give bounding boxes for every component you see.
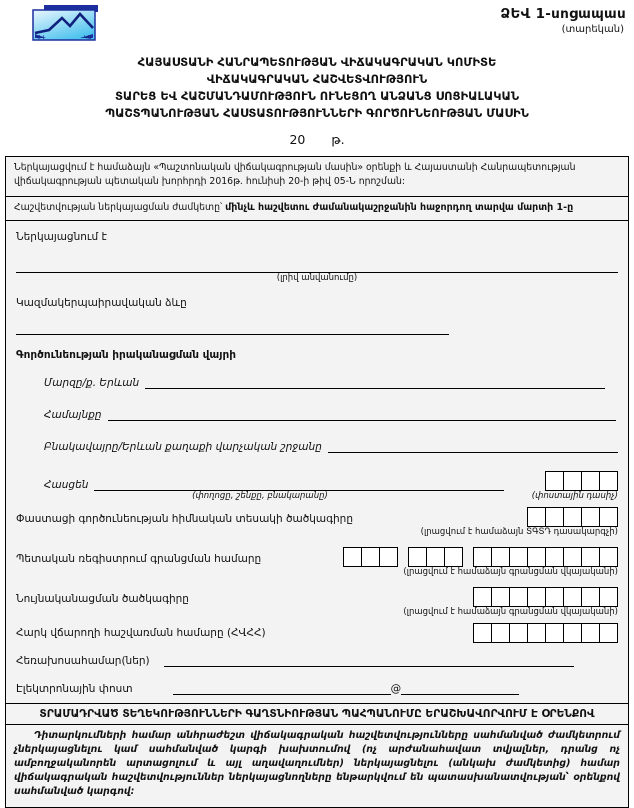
address-hint: (փողոցը, շենքը, բնակարանը) [192, 490, 328, 501]
register-number-row [16, 547, 618, 577]
armstat-logo-icon [32, 4, 100, 44]
entry-cell[interactable] [581, 507, 600, 527]
entry-cell[interactable] [581, 547, 600, 567]
activity-code-cells[interactable] [421, 507, 618, 527]
year-prefix: 20 [289, 132, 306, 147]
entry-cell[interactable] [527, 507, 546, 527]
email-domain-input[interactable] [401, 681, 519, 695]
entry-cell[interactable] [545, 623, 564, 643]
phone-input[interactable] [164, 653, 574, 667]
address-label: Հասցեն [44, 478, 89, 491]
register-number-hint: (լրացվում է համաձայն գրանցման վկայականի) [403, 566, 618, 577]
settlement-input[interactable] [328, 439, 618, 453]
entry-cell[interactable] [599, 507, 618, 527]
entry-cell[interactable] [563, 623, 582, 643]
entry-cell[interactable] [491, 623, 510, 643]
entry-cell[interactable] [563, 547, 582, 567]
entry-cell[interactable] [599, 623, 618, 643]
form-body-frame [5, 156, 629, 808]
email-at-sign: @ [390, 682, 402, 695]
entry-cell[interactable] [473, 623, 492, 643]
svg-text:ԿԱ: ԿԱ [84, 35, 92, 41]
register-cells-group-1[interactable] [343, 547, 398, 567]
legal-form-input[interactable] [16, 321, 449, 335]
activity-code-hint: (լրացվում է համաձայն ՏԳՏԴ դասակարգչի) [420, 526, 618, 537]
id-code-cells[interactable] [403, 587, 618, 607]
entry-cell[interactable] [509, 547, 528, 567]
address-field [44, 477, 504, 491]
presented-by-hint: (լրիվ անվանումը) [276, 272, 358, 283]
deadline-date: մինչև հաշվետու ժամանակաշրջանին հաջորդող տարվա մարտի 1-ը [225, 201, 574, 213]
entry-cell[interactable] [444, 547, 463, 567]
entry-cell[interactable] [527, 587, 546, 607]
legal-form-label: Կազմակերպաիրավական ձևը [16, 296, 187, 309]
report-year-line [0, 132, 634, 147]
confidentiality-banner: ՏՐԱՄԱԴՐՎԱԾ ՏԵՂԵԿՈՒԹՅՈՒՆՆԵՐԻ ԳԱՂՏՆԻՈՒԹՅԱՆ ՊԱՀՊԱՆՈՒՄԸ ԵՐԱՇԽԱՎՈՐՎՈՒՄ Է ՕՐԵՆՔՈՎ [6, 703, 628, 724]
id-code-hint: (լրացվում է համաձայն գրանցման վկայականի) [403, 606, 618, 617]
svg-text:ՀՎ: ՀՎ [37, 35, 45, 41]
settlement-field [44, 439, 618, 453]
community-field [44, 407, 618, 421]
email-local-input[interactable] [173, 681, 391, 695]
entry-cell[interactable] [361, 547, 380, 567]
entry-cell[interactable] [408, 547, 427, 567]
entry-cell[interactable] [527, 623, 546, 643]
community-label: Համայնքը [44, 408, 102, 421]
activity-location-label: Գործունեության իրականացման վայրի [16, 348, 236, 361]
entry-cell[interactable] [581, 587, 600, 607]
year-suffix: թ. [331, 132, 345, 147]
activity-code-row [16, 507, 618, 537]
requisites-section [6, 220, 628, 703]
address-row [16, 463, 618, 501]
tin-cells[interactable] [473, 623, 618, 643]
settlement-label: Բնակավայրը/Երևան քաղաքի վարչական շրջանը [44, 440, 322, 453]
title-report: ՎԻՃԱԿԱԳՐԱԿԱՆ ՀԱՇՎԵՏՎՈՒԹՅՈՒՆ [206, 72, 428, 86]
entry-cell[interactable] [581, 471, 600, 491]
entry-cell[interactable] [563, 471, 582, 491]
address-input[interactable] [94, 477, 504, 491]
postal-code-cells[interactable] [518, 471, 618, 491]
activity-code-label: Փաստացի գործունեության հիմնական տեսակի ծածկագիրը [16, 512, 353, 525]
form-title [0, 54, 634, 122]
tin-label: Հարկ վճարողի հաշվառման համարը (ՀՎՀՀ) [16, 626, 266, 639]
title-subject-2: ՊԱՇՏՊԱՆՈՒԹՅԱՆ ՀԱՍՏԱՏՈՒԹՅՈՒՆՆԵՐԻ ԳՈՐԾՈՒՆԵՈՒԹՅԱՆ ՄԱՍԻՆ [105, 106, 529, 120]
entry-cell[interactable] [545, 507, 564, 527]
entry-cell[interactable] [509, 587, 528, 607]
entry-cell[interactable] [473, 547, 492, 567]
entry-cell[interactable] [509, 623, 528, 643]
email-label: Էլեկտրոնային փոստ [16, 682, 133, 695]
entry-cell[interactable] [599, 471, 618, 491]
entry-cell[interactable] [343, 547, 362, 567]
presented-by-label: Ներկայացնում է [16, 230, 107, 243]
form-header [0, 0, 634, 48]
entry-cell[interactable] [527, 547, 546, 567]
register-cells-group-3[interactable] [473, 547, 618, 567]
region-input[interactable] [145, 375, 605, 389]
entry-cell[interactable] [599, 547, 618, 567]
form-code-block [500, 6, 626, 35]
liability-text: Դիտարկումների համար անհրաժեշտ վիճակագրական հաշվետվությունները սահմանված ժամկետրում չներկայացնելու կամ սահմանված կարգի խախտումով (ոչ արժանահավատ տվյալներ, դրանց ոչ ամբողջականորեն արտացոլում և այլ աղավաղումներ) ներկայացնելու (անկախ ժամկետից) համար վիճակագրական հաշվետվություններ ներկայացնողները ենթարկվում են պատասխանատվության՝ օրենքով սահմանված կարգով: [14, 729, 620, 798]
entry-cell[interactable] [545, 547, 564, 567]
postal-code-hint: (փոստային դասիչ) [531, 490, 618, 501]
register-cells-group-2[interactable] [408, 547, 463, 567]
form-code: ՁԵՎ 1-սոցապաս [500, 6, 626, 22]
phone-label: Հեռախոսահամար(ներ) [16, 654, 150, 667]
form-periodicity: (տարեկան) [561, 24, 624, 35]
title-committee: ՀԱՅԱՍՏԱՆԻ ՀԱՆՐԱՊԵՏՈՒԹՅԱՆ ՎԻՃԱԿԱԳՐԱԿԱՆ ԿՈՄԻՏԵ [137, 55, 497, 69]
entry-cell[interactable] [581, 623, 600, 643]
entry-cell[interactable] [563, 587, 582, 607]
entry-cell[interactable] [491, 547, 510, 567]
entry-cell[interactable] [563, 507, 582, 527]
register-number-label: Պետական ռեգիստրում գրանցման համարը [16, 552, 262, 565]
id-code-label: Նույնականացման ծածկագիրը [16, 592, 189, 605]
register-number-cells[interactable] [343, 547, 618, 567]
email-field [16, 681, 618, 695]
deadline-note [6, 196, 628, 220]
title-subject-1: ՏԱՐԵՑ ԵՎ ՀԱՇՄԱՆԴԱՄՈՒԹՅՈՒՆ ՈՒՆԵՑՈՂ ԱՆՁԱՆՑ ՍՈՑԻԱԼԱԿԱՆ [114, 89, 520, 103]
phone-field [16, 653, 618, 667]
legal-basis-note: Ներկայացվում է համաձայն «Պաշտոնական վիճակագրության մասին» օրենքի և Հայաստանի Հանրապետության վիճակագրության պետական խորհրդի 2016թ. հունիսի 20-ի թիվ 05-Ն որոշման: [14, 162, 576, 188]
region-field [44, 375, 618, 389]
id-code-row [16, 587, 618, 617]
deadline-prefix: Հաշվետվության ներկայացման ժամկետը՝ [14, 201, 226, 213]
tin-row [16, 623, 618, 643]
entry-cell[interactable] [491, 587, 510, 607]
entry-cell[interactable] [379, 547, 398, 567]
entry-cell[interactable] [473, 587, 492, 607]
entry-cell[interactable] [545, 587, 564, 607]
entry-cell[interactable] [426, 547, 445, 567]
presented-by-input[interactable] [16, 259, 618, 273]
liability-note [6, 724, 628, 808]
entry-cell[interactable] [545, 471, 564, 491]
entry-cell[interactable] [599, 587, 618, 607]
community-input[interactable] [108, 407, 616, 421]
region-label: Մարզը/ք. Երևան [44, 376, 140, 389]
